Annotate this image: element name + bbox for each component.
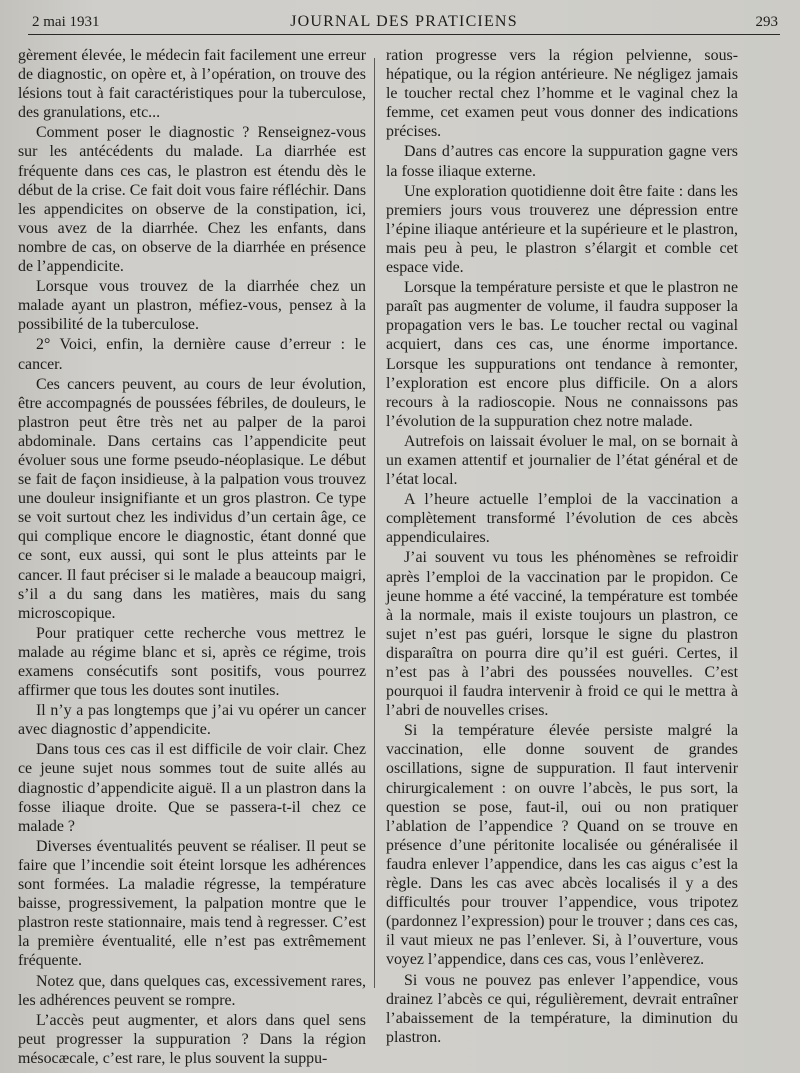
paragraph: Dans tous ces cas il est difficile de voir clair. Chez ce jeune sujet nous sommes tout de suite allés au diagnostic d’appendicite aiguë. Il a un plastron dans la fosse iliaque droite. Que se passera-t-il chez ce malade ? [18,741,366,835]
paragraph: L’accès peut augmenter, et alors dans quel sens peut progresser la suppuration ? Dans la région mésocæcale, c’est rare, le plus souvent la suppu- [18,1011,366,1067]
paragraph: A l’heure actuelle l’emploi de la vaccination a complètement transformé l’évolution de ces abcès appendiculaires. [386,491,738,547]
page-number: 293 [755,14,778,30]
paragraph: Pour pratiquer cette recherche vous mettrez le malade au régime blanc et si, après ce régime, trois examens consécutifs sont positifs, vous pourrez affirmer que tous les doutes sont inutiles. [18,624,366,700]
paragraph: Autrefois on laissait évoluer le mal, on se bornait à un examen attentif et journalier de l’état général et de l’état local. [386,432,738,489]
left-column [18,46,366,1069]
paragraph: Lorsque la température persiste et que le plastron ne paraît pas augmenter de volume, il faudra supposer la propagation vers le bas. Le toucher rectal ou vaginal acquiert, dans ces cas, une énorme importance. Lorsque les suppurations ont tendance à remonter, l’exploration est encore plus difficile. On a alors recours à la radioscopie. Nous ne connaissons pas l’évolution de la suppuration chez notre malade. [386,279,738,430]
right-column [386,46,738,1048]
paragraph: 2° Voici, enfin, la dernière cause d’erreur : le cancer. [18,336,366,373]
paragraph: gèrement élevée, le médecin fait facilement une erreur de diagnostic, on opère et, à l’opération, on trouve des lésions tout à fait caractéristiques pour la tuberculose, des granulations, etc... [18,47,366,122]
paragraph: Si la température élevée persiste malgré la vaccination, elle donne souvent de grandes oscillations, signe de suppuration. Il faut intervenir chirurgicalement : on ouvre l’abcès, le pus sort, la question se pose, faut-il, oui ou non pratiquer l’ablation de l’appendice ? Quand on se trouve en présence d’une péritonite localisée ou généralisée il faudra enlever l’appendice, dans les cas aigus c’est la règle. Dans les cas avec abcès localisés il y a des difficultés pour trouver l’appendice, vous tripotez (pardonnez l’expression) pour le trouver ; dans ces cas, il vaut mieux ne pas l’enlever. Si, à l’ouverture, vous voyez l’appendice, dans ces cas, vous l’enlèverez. [386,722,738,969]
paragraph: Comment poser le diagnostic ? Renseignez-vous sur les antécédents du malade. La diarrhée est fréquente dans ces cas, le plastron est étendu dès le début de la crise. Ce fait doit vous faire réfléchir. Dans les appendicites on observe de la constipation, ici, vous avez de la diarrhée. Chez les enfants, dans nombre de cas, on observe de la diarrhée en présence de l’appendicite. [18,124,366,276]
paragraph: Une exploration quotidienne doit être faite : dans les premiers jours vous trouverez une dépression entre l’épine iliaque antérieure et la supérieure et le plastron, mais peu à peu, le plastron s’élargit et comble cet espace vide. [386,182,738,277]
paragraph: ration progresse vers la région pelvienne, sous-hépatique, ou la région antérieure. Ne négligez jamais le toucher rectal chez l’homme et le vaginal chez la femme, cet examen peut vous donner des indications précises. [386,47,738,141]
paragraph: Ces cancers peuvent, au cours de leur évolution, être accompagnés de poussées fébriles, de douleurs, le plastron peut être très net au palper de la paroi abdominale. Dans certains cas l’appendicite peut évoluer sous une forme pseudo-néoplasique. Le début se fait de façon insidieuse, à la palpation vous trouvez une douleur insignifiante et un gros plastron. Ce type se voit surtout chez les individus d’un certain âge, ce qui complique encore le diagnostic, étant donné que ce sont, eux aussi, qui sont le plus atteints par le cancer. Il faut préciser si le malade a beaucoup maigri, s’il a du sang dans les matières, mais du sang microscopique. [18,375,366,622]
paragraph: Lorsque vous trouvez de la diarrhée chez un malade ayant un plastron, méfiez-vous, pensez à la possibilité de la tuberculose. [18,278,366,334]
paragraph: Si vous ne pouvez pas enlever l’appendice, vous drainez l’abcès ce qui, régulièrement, devrait entraîner l’abaissement de la température, la diminution du plastron. [386,971,738,1046]
paragraph: Notez que, dans quelques cas, excessivement rares, les adhérences peuvent se rompre. [18,972,366,1009]
paragraph: Il n’y a pas longtemps que j’ai vu opérer un cancer avec diagnostic d’appendicite. [18,702,366,739]
journal-title: JOURNAL DES PRATICIENS [290,13,518,30]
paragraph: Diverses éventualités peuvent se réaliser. Il peut se faire que l’incendie soit éteint lorsque les adhérences sont formées. La maladie régresse, la température baisse, progressivement, la palpation montre que le plastron reste stationnaire, mais tend à regresser. C’est la première éventualité, elle n’est pas extrêmement fréquente. [18,837,366,970]
running-header [28,10,780,35]
column-divider [374,58,375,988]
issue-date: 2 mai 1931 [32,14,100,30]
paragraph: J’ai souvent vu tous les phénomènes se refroidir après l’emploi de la vaccination par le propidon. Ce jeune homme a été vacciné, la température est tombée à la normale, mais il existe toujours un plastron, ce sujet n’est pas guéri, lorsque le signe du plastron disparaîtra on pourra dire qu’il est guéri. Certes, il n’est pas à l’abri des poussées nouvelles. C’est pourquoi il faudra intervenir à froid ce qui le mettra à l’abri de nouvelles crises. [386,549,738,720]
paragraph: Dans d’autres cas encore la suppuration gagne vers la fosse iliaque externe. [386,143,738,180]
